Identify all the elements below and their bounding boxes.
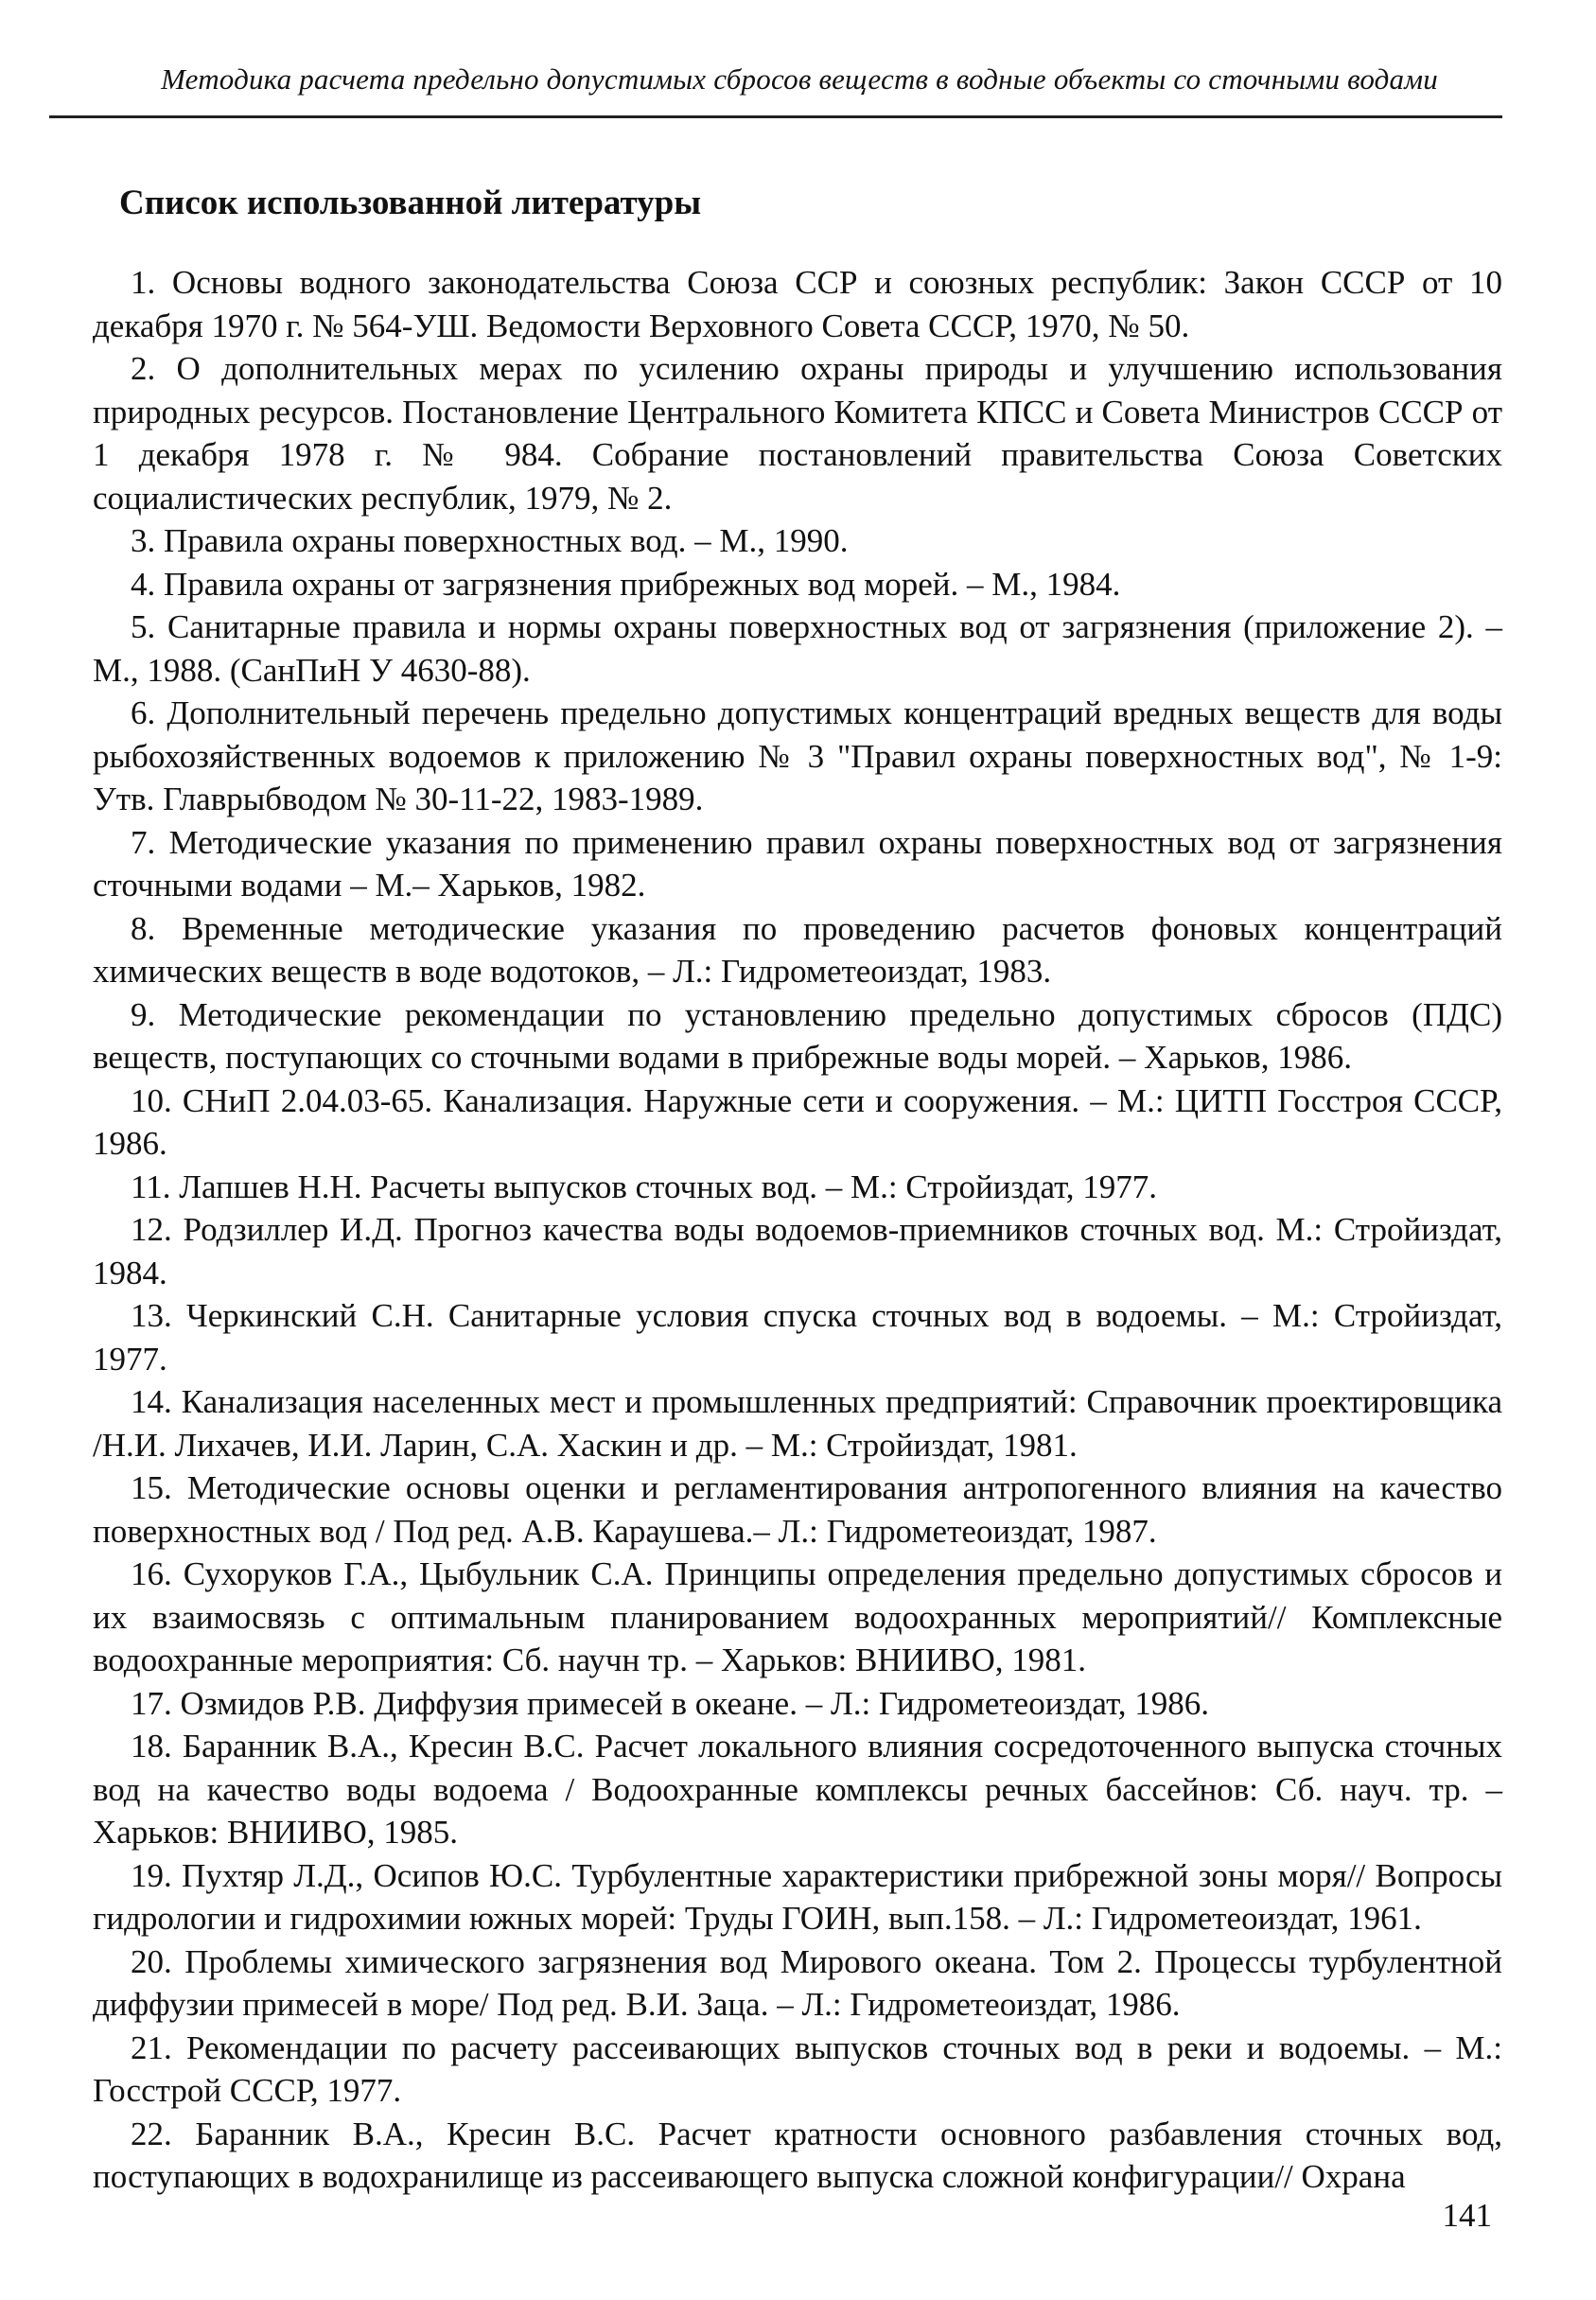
reference-item: 15. Методические основы оценки и регламентирования антропогенного влияния на качество поверхностных вод / Под ред. А.В. Караушева.– Л.: Гидрометеоиздат, 1987. (93, 1469, 1502, 1550)
reference-item: 16. Сухоруков Г.А., Цыбульник С.А. Принципы определения предельно допустимых сбросов и их взаимосвязь с оптимальным планированием водоохранных мероприятий// Комплексные водоохранные мероприятия: Сб. научн тр. – Харьков: ВНИИВО, 1981. (93, 1555, 1502, 1678)
reference-item: 8. Временные методические указания по проведению расчетов фоновых концентраций химических веществ в воде водотоков, – Л.: Гидрометеоиздат, 1983. (93, 909, 1502, 990)
reference-item: 4. Правила охраны от загрязнения прибрежных вод морей. – М., 1984. (131, 565, 1121, 603)
reference-item: 21. Рекомендации по расчету рассеивающих выпусков сточных вод в реки и водоемы. – М.: Госстрой СССР, 1977. (93, 2028, 1502, 2109)
reference-item: 19. Пухтяр Л.Д., Осипов Ю.С. Турбулентные характеристики прибрежной зоны моря// Вопросы гидрологии и гидрохимии южных морей: Труды ГОИН, вып.158. – Л.: Гидрометеоиздат, 1961. (93, 1856, 1502, 1937)
page-number: 141 (1442, 2197, 1492, 2234)
header-rule (49, 115, 1502, 118)
reference-item: 2. О дополнительных мерах по усилению охраны природы и улучшению использования природных ресурсов. Постановление Центрального Комитета КПСС и Совета Министров СССР от 1 декабря 1978 г. № 984. Собрание постановлений правительства Союза Советских социалистических республик, 1979, № 2. (93, 350, 1502, 517)
reference-item: 1. Основы водного законодательства Союза ССР и союзных республик: Закон СССР от 10 декабря 1970 г. № 564-УШ. Ведомости Верховного Совета СССР, 1970, № 50. (93, 264, 1502, 344)
section-title: Список использованной литературы (119, 184, 702, 222)
reference-item: 22. Баранник В.А., Кресин В.С. Расчет кратности основного разбавления сточных вод, поступающих в водохранилище из рассеивающего выпуска сложной конфигурации// Охрана (93, 2115, 1502, 2195)
reference-item: 20. Проблемы химического загрязнения вод Мирового океана. Том 2. Процессы турбулентной диффузии примесей в море/ Под ред. В.И. Заца. – Л.: Гидрометеоиздат, 1986. (93, 1942, 1502, 2023)
reference-item: 10. СНиП 2.04.03-65. Канализация. Наружные сети и сооружения. – М.: ЦИТП Госстроя СССР, 1986. (93, 1081, 1502, 1162)
reference-item: 7. Методические указания по применению правил охраны поверхностных вод от загрязнения сточными водами – М.– Харьков, 1982. (93, 823, 1502, 904)
reference-list (93, 261, 1502, 2199)
reference-item: 18. Баранник В.А., Кресин В.С. Расчет локального влияния сосредоточенного выпуска сточных вод на качество воды водоема / Водоохранные комплексы речных бассейнов: Сб. науч. тр. – Харьков: ВНИИВО, 1985. (93, 1728, 1502, 1851)
reference-item: 6. Дополнительный перечень предельно допустимых концентраций вредных веществ для воды рыбохозяйственных водоемов к приложению № 3 "Правил охраны поверхностных вод", № 1-9: Утв. Главрыбводом № 30-11-22, 1983-1989. (93, 694, 1502, 817)
reference-item: 12. Родзиллер И.Д. Прогноз качества воды водоемов-приемников сточных вод. М.: Стройиздат, 1984. (93, 1211, 1502, 1291)
reference-item: 14. Канализация населенных мест и промышленных предприятий: Справочник проектировщика /Н.И. Лихачев, И.И. Ларин, С.А. Хаскин и др. – М.: Стройиздат, 1981. (93, 1383, 1502, 1464)
reference-item: 17. Озмидов Р.В. Диффузия примесей в океане. – Л.: Гидрометеоиздат, 1986. (131, 1684, 1209, 1722)
reference-item: 11. Лапшев Н.Н. Расчеты выпусков сточных вод. – М.: Стройиздат, 1977. (131, 1168, 1157, 1205)
reference-item: 9. Методические рекомендации по установлению предельно допустимых сбросов (ПДС) веществ, поступающих со сточными водами в прибрежные воды морей. – Харьков, 1986. (93, 995, 1502, 1076)
running-header: Методика расчета предельно допустимых сбросов веществ в водные объекты со сточными водами (161, 62, 1438, 96)
reference-item: 5. Санитарные правила и нормы охраны поверхностных вод от загрязнения (приложение 2). – М., 1988. (СанПиН У 4630-88). (93, 608, 1502, 689)
reference-item: 13. Черкинский С.Н. Санитарные условия спуска сточных вод в водоемы. – М.: Стройиздат, 1977. (93, 1297, 1502, 1378)
reference-item: 3. Правила охраны поверхностных вод. – М., 1990. (131, 522, 849, 559)
